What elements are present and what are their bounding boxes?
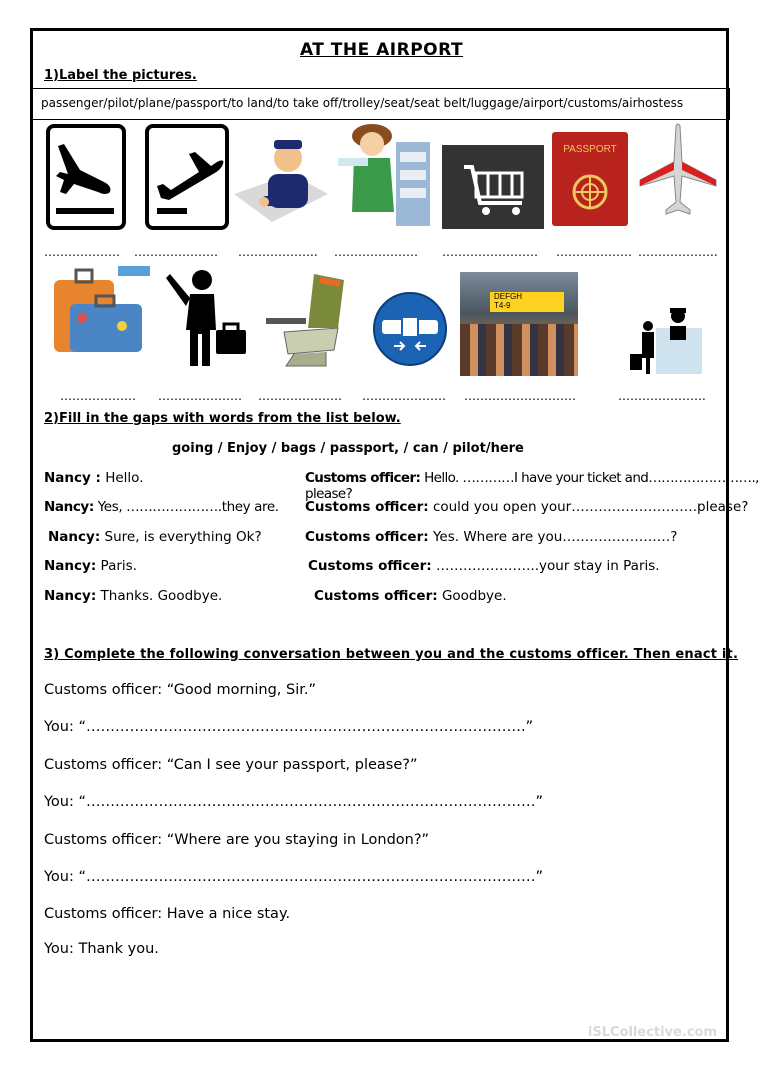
speaker-label: Nancy: — [44, 558, 97, 574]
trolley-icon — [442, 145, 544, 229]
dialogue-nancy-line — [48, 529, 262, 545]
section2-word-list: going / Enjoy / bags / passport, / can / pilot/here — [172, 441, 524, 456]
speaker-label: Customs officer: — [305, 529, 429, 545]
speaker-label: Nancy: — [44, 588, 97, 604]
airport-sign-letters: DEFGH — [494, 292, 522, 301]
picture-blank[interactable]: ……………….. — [238, 245, 318, 259]
airport-crowd — [460, 324, 578, 376]
picture-blank[interactable]: …………………. — [618, 389, 706, 403]
dialogue-text: Hello. — [105, 470, 144, 486]
conversation-answer-blank[interactable]: You: “…………………………………………………………………………………” — [44, 869, 544, 885]
picture-blank[interactable]: ………………… — [258, 389, 342, 403]
luggage-picture — [52, 264, 152, 356]
picture-blank[interactable]: ………………… — [158, 389, 242, 403]
dialogue-officer-line — [305, 470, 763, 502]
speaker-label: Customs officer: — [308, 558, 432, 574]
dialogue-nancy-line — [44, 470, 144, 486]
dialogue-text: Sure, is everything Ok? — [104, 529, 262, 545]
airport-picture — [460, 272, 578, 376]
speaker-label: Customs officer: — [314, 588, 438, 604]
picture-blank[interactable]: ………………………. — [464, 389, 576, 403]
conversation-answer-blank[interactable]: You: “……………………………………………………………………………….” — [44, 719, 534, 735]
worksheet-title: AT THE AIRPORT — [299, 40, 464, 60]
conversation-line: You: Thank you. — [44, 941, 159, 957]
airport-sign — [490, 292, 564, 312]
speaker-label: Customs officer: — [305, 470, 421, 486]
section3-heading: 3) Complete the following conversation between you and the customs officer. Then enact it. — [44, 647, 739, 662]
airhostess-picture — [334, 122, 434, 228]
dialogue-officer-line — [314, 588, 507, 604]
dialogue-text: Thanks. Goodbye. — [100, 588, 223, 604]
conversation-line: Customs officer: Have a nice stay. — [44, 906, 291, 922]
dialogue-text: Goodbye. — [441, 588, 507, 604]
dialogue-text: Hello. …………I have your ticket and……………………., please? — [305, 470, 759, 502]
section1-heading: 1)Label the pictures. — [44, 68, 197, 83]
conversation-line: Customs officer: “Can I see your passport, please?” — [44, 757, 418, 773]
dialogue-text: Paris. — [100, 558, 137, 574]
airport-sign-gates: T4-9 — [494, 301, 511, 310]
dialogue-officer-line — [305, 529, 677, 545]
picture-blank[interactable]: ………………… — [134, 245, 218, 259]
passport-text: PASSPORT — [563, 144, 617, 155]
conversation-line: Customs officer: “Good morning, Sir.” — [44, 682, 317, 698]
watermark: iSLCollective.com — [587, 1025, 717, 1040]
speaker-label: Customs officer: — [305, 499, 429, 515]
speaker-label: Nancy : — [44, 470, 101, 486]
picture-blank[interactable]: ………………. — [44, 245, 120, 259]
dialogue-text: Yes. Where are you……………………? — [432, 529, 678, 545]
picture-blank[interactable]: ………………. — [556, 245, 632, 259]
picture-blank[interactable]: ………………. — [60, 389, 136, 403]
dialogue-text: could you open your……………………….please? — [432, 499, 749, 515]
section1-word-list: passenger/pilot/plane/passport/to land/to take off/trolley/seat/seat belt/luggage/airport/customs/airhostess — [32, 88, 730, 120]
dialogue-nancy-line — [44, 558, 137, 574]
conversation-line: Customs officer: “Where are you staying in London?” — [44, 832, 430, 848]
picture-blank[interactable]: …………………… — [442, 245, 538, 259]
speaker-label: Nancy: — [48, 529, 101, 545]
landing-sign-icon — [46, 124, 126, 230]
dialogue-text: …………………..your stay in Paris. — [435, 558, 660, 574]
section2-heading: 2)Fill in the gaps with words from the list below. — [44, 411, 401, 426]
picture-blank[interactable]: ………………… — [362, 389, 446, 403]
pilot-picture — [232, 134, 330, 230]
picture-blank[interactable]: ……………….. — [638, 245, 718, 259]
dialogue-nancy-line — [44, 588, 222, 604]
conversation-answer-blank[interactable]: You: “…………………………………………………………………………………” — [44, 794, 544, 810]
seat-belt-sign-icon — [372, 286, 448, 372]
seat-picture — [264, 272, 350, 368]
dialogue-officer-line — [305, 499, 748, 515]
speaker-label: Nancy: — [44, 499, 94, 515]
customs-picture — [626, 300, 704, 376]
passenger-icon — [164, 268, 248, 368]
passport-picture — [552, 132, 628, 226]
picture-blank[interactable]: ………………… — [334, 245, 418, 259]
dialogue-text: Yes, ………………….they are. — [97, 499, 279, 515]
plane-picture — [638, 122, 718, 218]
un-emblem-icon — [570, 172, 610, 212]
dialogue-nancy-line — [44, 499, 279, 515]
takeoff-sign-icon — [145, 124, 229, 230]
dialogue-officer-line — [308, 558, 660, 574]
